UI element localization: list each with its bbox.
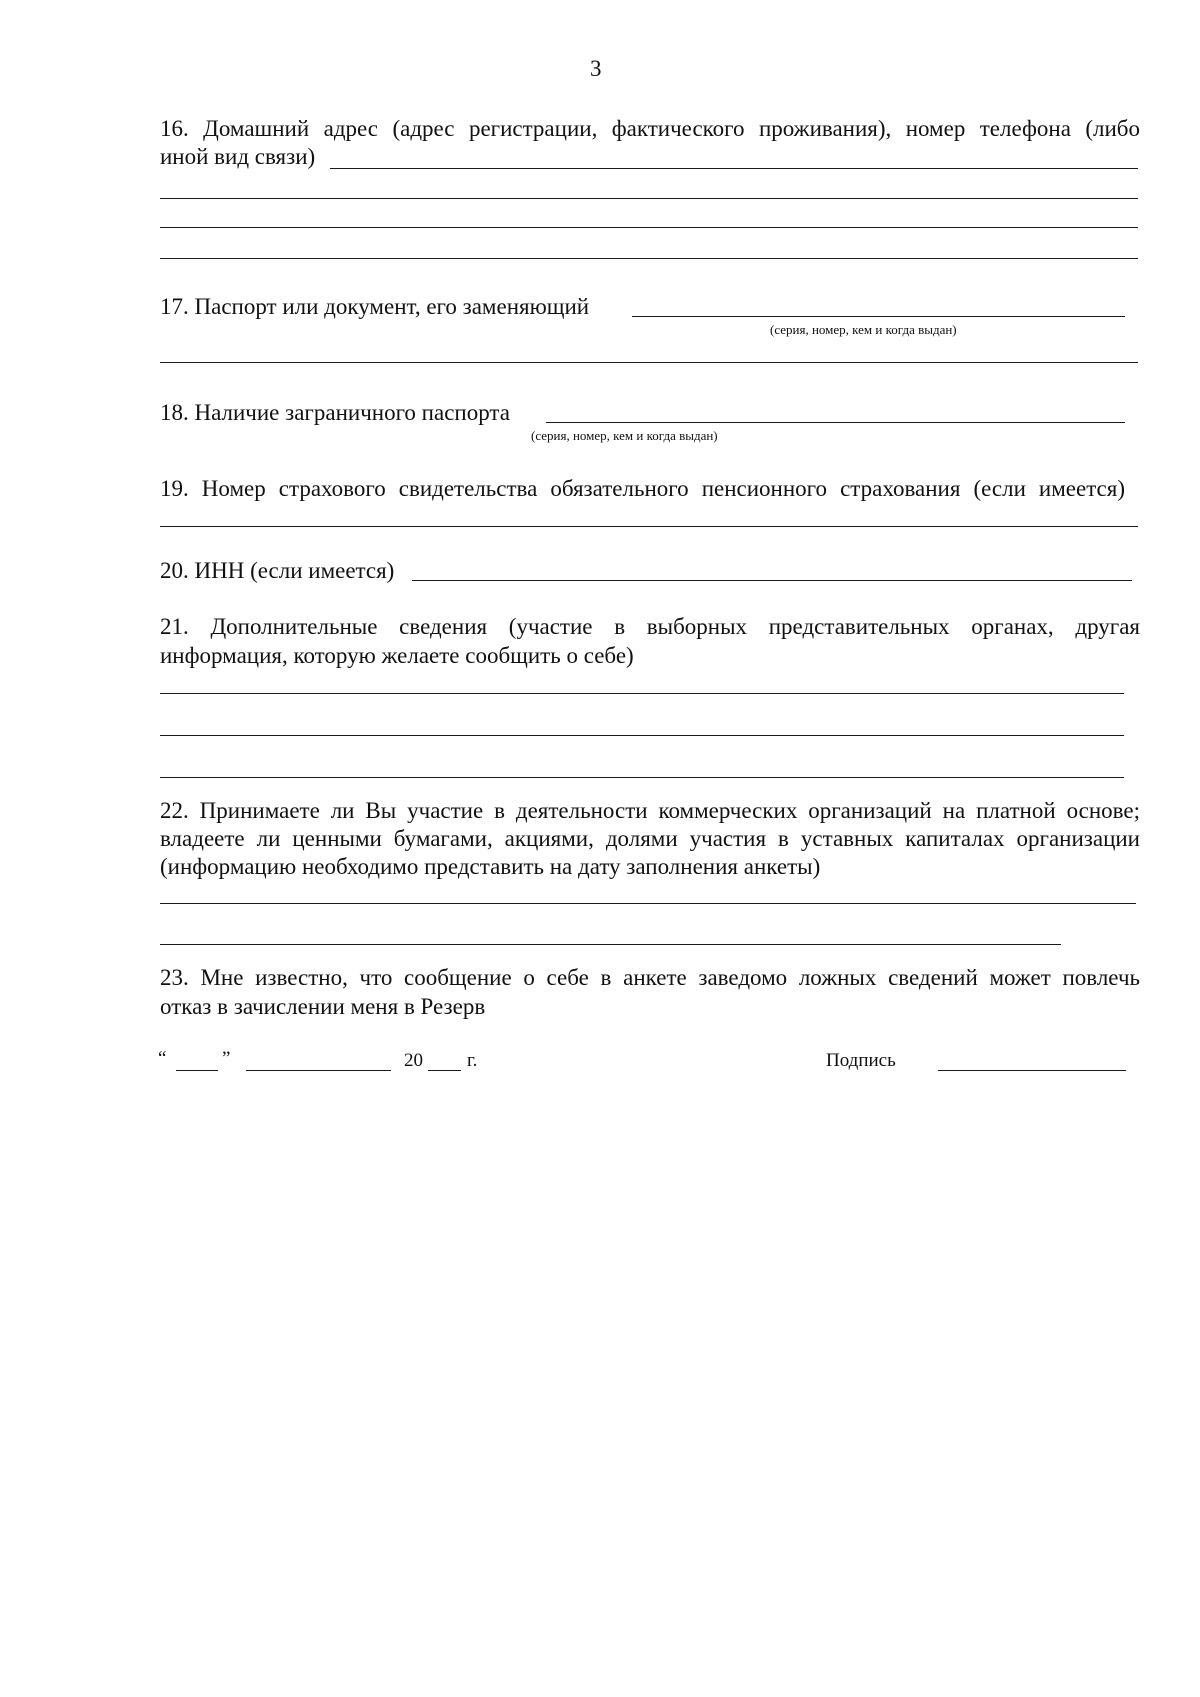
q22-line2: владеете ли ценными бумагами, акциями, долями участия в уставных капиталах организации [160, 826, 1140, 851]
date-day-field[interactable] [176, 1070, 218, 1071]
q22-line3: (информацию необходимо представить на дату заполнения анкеты) [160, 854, 821, 879]
q23-line1: 23. Мне известно, что сообщение о себе в анкете заведомо ложных сведений может повлечь [160, 965, 1140, 990]
signature-label: Подпись [826, 1050, 896, 1071]
q17-answer-line-2[interactable] [160, 362, 1138, 363]
date-year-suffix: г. [467, 1050, 478, 1071]
date-year-field[interactable] [428, 1070, 461, 1071]
q23-line2: отказ в зачислении меня в Резерв [160, 994, 486, 1019]
date-year-prefix: 20 [404, 1050, 423, 1071]
q19-answer-line[interactable] [160, 526, 1138, 527]
q18-label: 18. Наличие заграничного паспорта [160, 400, 510, 425]
page-number: 3 [590, 56, 602, 81]
q21-line2: информация, которую желаете сообщить о себе) [160, 643, 634, 668]
q19-label: 19. Номер страхового свидетельства обязательного пенсионного страхования (если имеется) [160, 476, 1125, 501]
date-quote-close: ” [222, 1048, 231, 1069]
q22-line1: 22. Принимаете ли Вы участие в деятельности коммерческих организаций на платной основе; [160, 798, 1140, 823]
q16-answer-line-2[interactable] [160, 198, 1138, 199]
q18-hint: (серия, номер, кем и когда выдан) [531, 428, 718, 443]
q21-answer-line-2[interactable] [160, 735, 1124, 736]
date-quote-open: “ [158, 1048, 167, 1069]
date-month-field[interactable] [246, 1070, 391, 1071]
q18-answer-line[interactable] [546, 422, 1125, 423]
q20-answer-line[interactable] [412, 580, 1132, 581]
q17-answer-line-1[interactable] [632, 316, 1125, 317]
q16-line1: 16. Домашний адрес (адрес регистрации, фактического проживания), номер телефона (либо [160, 116, 1140, 141]
q16-answer-line-1[interactable] [330, 168, 1138, 169]
q16-answer-line-4[interactable] [160, 258, 1138, 259]
q16-answer-line-3[interactable] [160, 227, 1138, 228]
signature-field[interactable] [938, 1070, 1126, 1071]
q21-line1: 21. Дополнительные сведения (участие в выборных представительных органах, другая [160, 614, 1140, 639]
q21-answer-line-1[interactable] [160, 693, 1124, 694]
q16-line2: иной вид связи) [160, 144, 316, 169]
q22-answer-line-1[interactable] [160, 903, 1136, 904]
q22-answer-line-2[interactable] [160, 944, 1061, 945]
q17-label: 17. Паспорт или документ, его заменяющий [160, 294, 590, 319]
q21-answer-line-3[interactable] [160, 777, 1124, 778]
q17-hint: (серия, номер, кем и когда выдан) [770, 322, 957, 337]
q20-label: 20. ИНН (если имеется) [160, 558, 395, 583]
